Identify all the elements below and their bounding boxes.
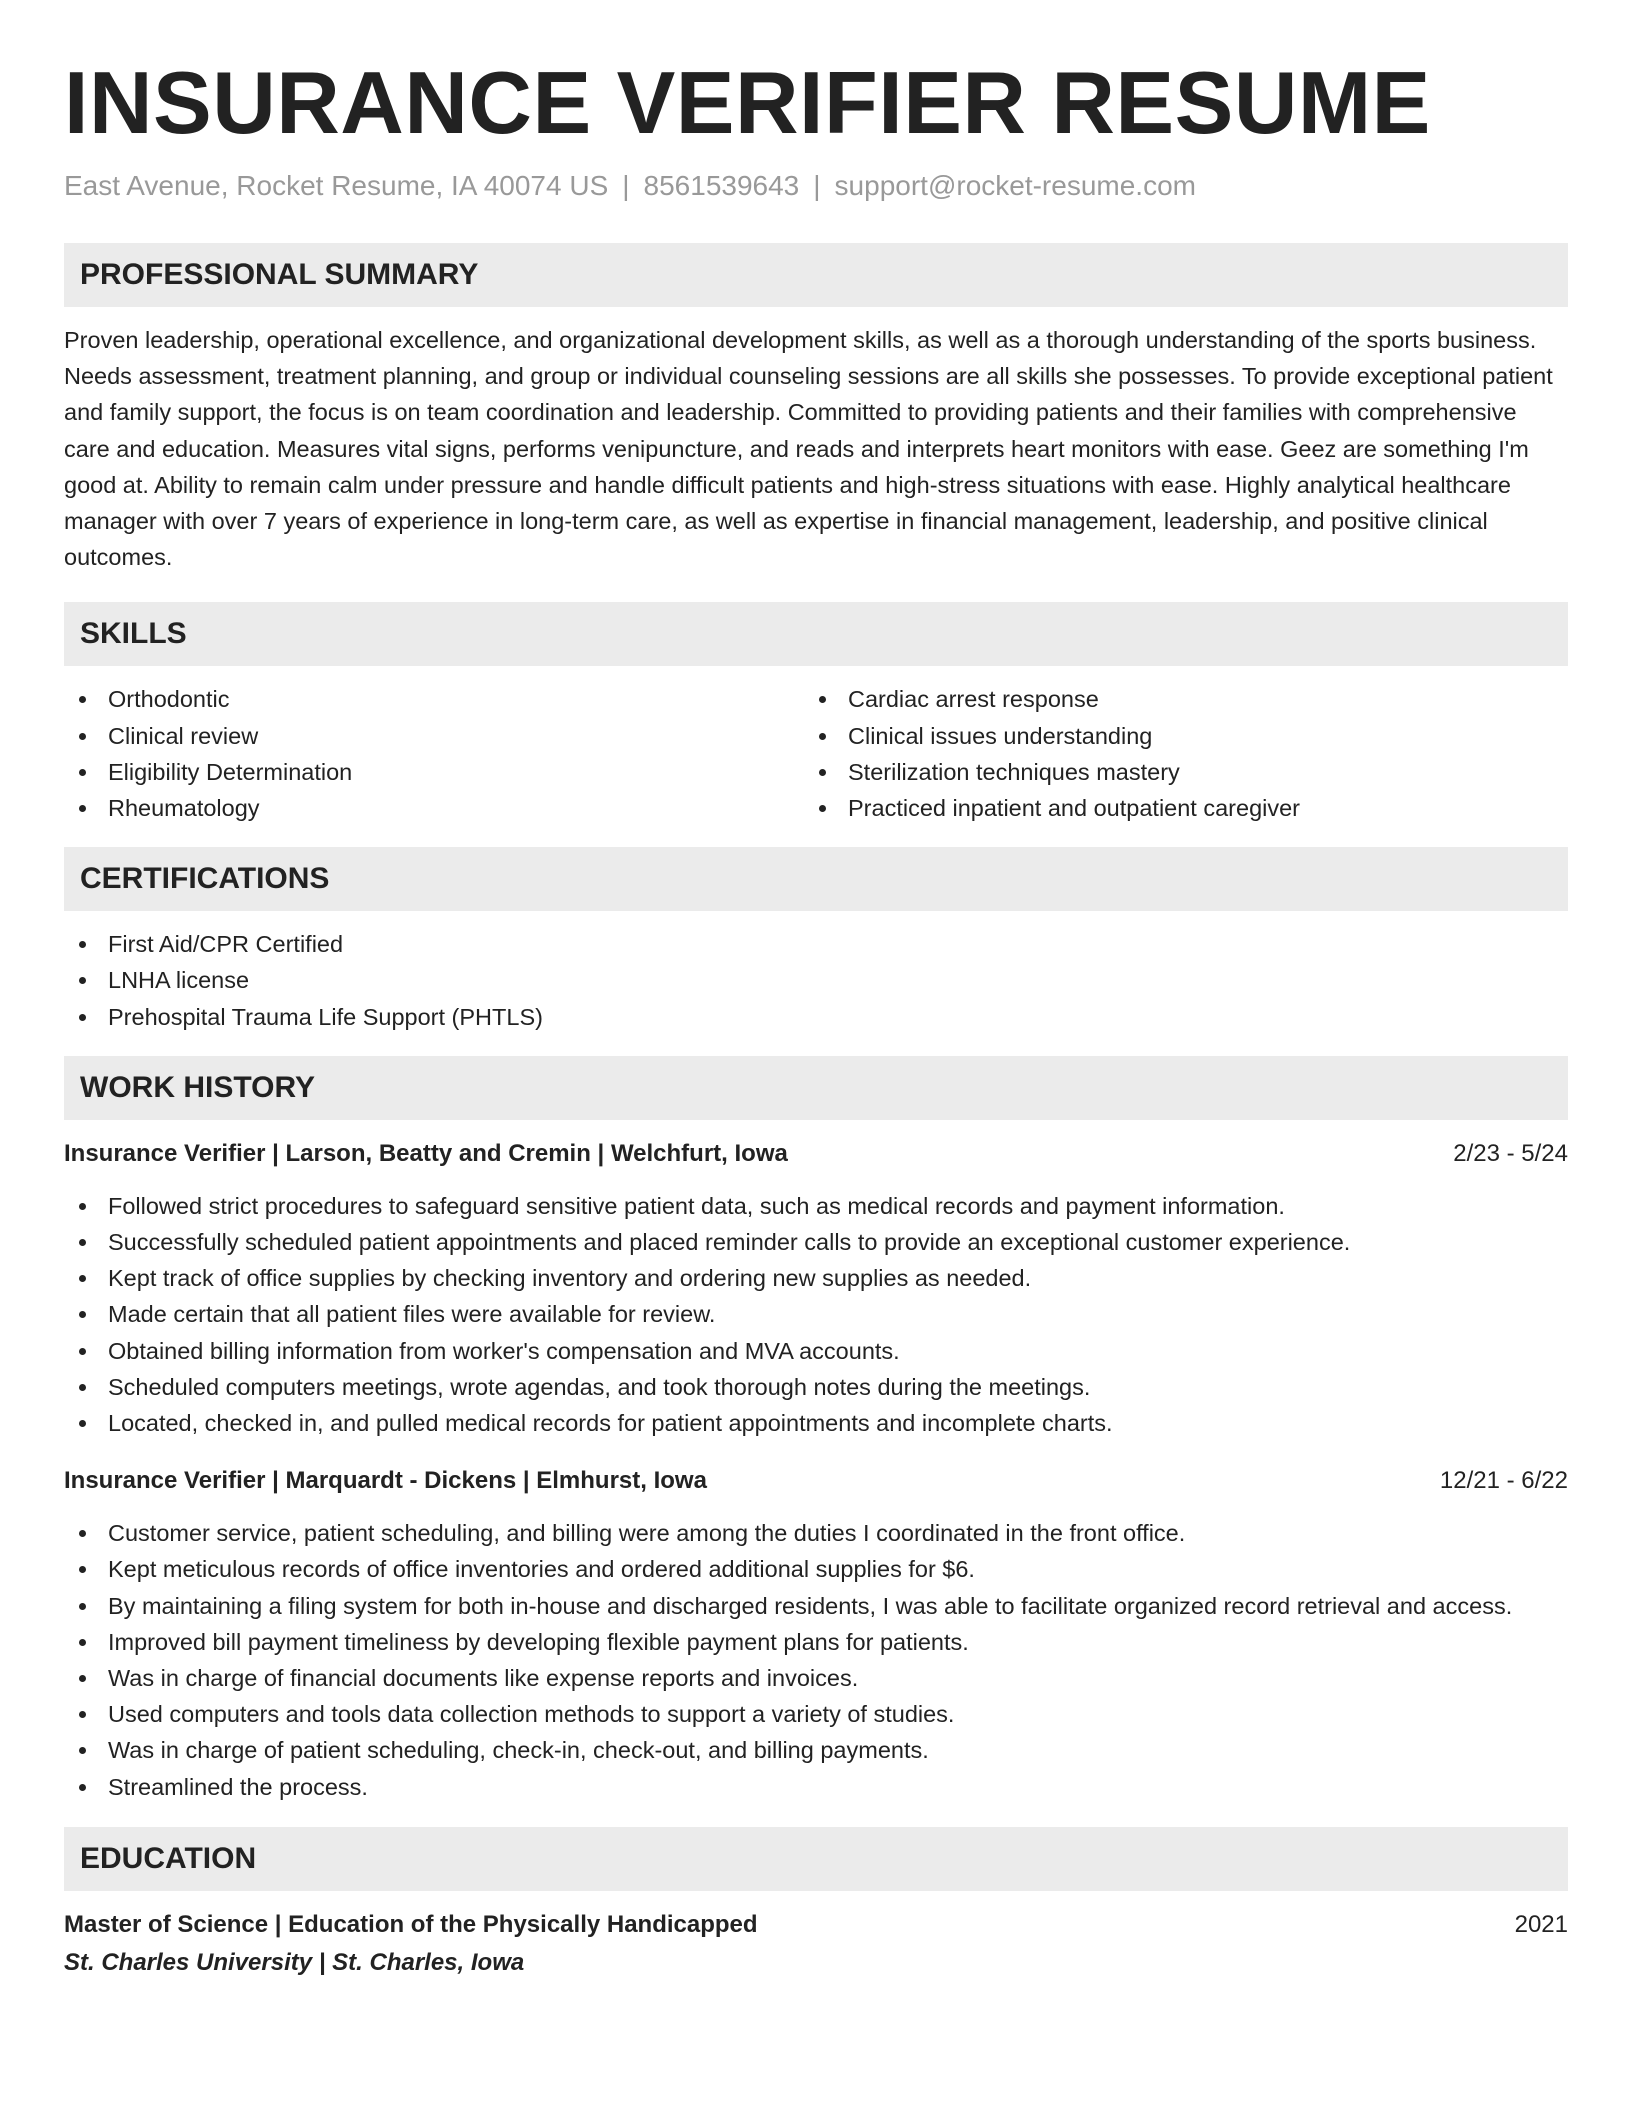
skills-column-right (804, 681, 1544, 826)
skill-item: Rheumatology (64, 790, 804, 826)
education-year: 2021 (1514, 1910, 1568, 1938)
job-bullet: Was in charge of financial documents like expense reports and invoices. (64, 1660, 1568, 1696)
job-bullet: Made certain that all patient files were available for review. (64, 1296, 1568, 1332)
skills-grid (64, 681, 1568, 826)
job-bullets (64, 1515, 1568, 1805)
certification-item: First Aid/CPR Certified (64, 926, 1568, 962)
certifications-list (64, 926, 1568, 1035)
contact-separator: | (622, 170, 630, 201)
job-bullet: Located, checked in, and pulled medical records for patient appointments and incomplete charts. (64, 1405, 1568, 1441)
skill-item: Practiced inpatient and outpatient caregiver (804, 790, 1544, 826)
contact-separator: | (813, 170, 821, 201)
section-heading-work-history: WORK HISTORY (64, 1056, 1568, 1120)
skill-item: Clinical review (64, 718, 804, 754)
contact-address: East Avenue, Rocket Resume, IA 40074 US (64, 170, 609, 201)
summary-text: Proven leadership, operational excellence, and organizational development skills, as well as a thorough understanding of the sports business. Needs assessment, treatment planning, and group or individual counseling sessions are all skills she possesses. To provide exceptional patient and family support, the focus is on team coordination and leadership. Committed to providing patients and their families with comprehensive care and education. Measures vital signs, performs venipuncture, and reads and interprets heart monitors with ease. Geez are something I'm good at. Ability to remain calm under pressure and handle difficult patients and high-stress situations with ease. Highly analytical healthcare manager with over 7 years of experience in long-term care, as well as expertise in financial management, leadership, and positive clinical outcomes. (64, 327, 1553, 571)
job-bullet: Successfully scheduled patient appointments and placed reminder calls to provide an exceptional customer experience. (64, 1224, 1568, 1260)
job-bullet: Used computers and tools data collection methods to support a variety of studies. (64, 1696, 1568, 1732)
education-degree: Master of Science | Education of the Physically Handicapped (64, 1910, 758, 1938)
certification-item: LNHA license (64, 962, 1568, 998)
skill-item: Orthodontic (64, 681, 804, 717)
job-bullet: By maintaining a filing system for both in-house and discharged residents, I was able to facilitate organized record retrieval and access. (64, 1588, 1568, 1624)
job-bullet: Kept track of office supplies by checking inventory and ordering new supplies as needed. (64, 1260, 1568, 1296)
job-bullet: Followed strict procedures to safeguard sensitive patient data, such as medical records and payment information. (64, 1188, 1568, 1224)
contact-line (64, 168, 1568, 204)
job-title: Insurance Verifier | Marquardt - Dickens | Elmhurst, Iowa (64, 1467, 707, 1495)
section-heading-summary: PROFESSIONAL SUMMARY (64, 243, 1568, 307)
education-school: St. Charles University | St. Charles, Iowa (64, 1948, 525, 1976)
job-title: Insurance Verifier | Larson, Beatty and Cremin | Welchfurt, Iowa (64, 1139, 788, 1167)
job-bullet: Streamlined the process. (64, 1769, 1568, 1805)
skills-column-left (64, 681, 804, 826)
job-bullet: Obtained billing information from worker's compensation and MVA accounts. (64, 1333, 1568, 1369)
education-header (64, 1907, 1568, 1943)
skill-item: Sterilization techniques mastery (804, 754, 1544, 790)
job-bullet: Scheduled computers meetings, wrote agendas, and took thorough notes during the meetings. (64, 1369, 1568, 1405)
job-dates: 12/21 - 6/22 (1439, 1467, 1568, 1495)
job-header (64, 1463, 1568, 1499)
skill-item: Clinical issues understanding (804, 718, 1544, 754)
certification-item: Prehospital Trauma Life Support (PHTLS) (64, 999, 1568, 1035)
skill-item: Eligibility Determination (64, 754, 804, 790)
section-heading-certifications: CERTIFICATIONS (64, 847, 1568, 911)
job-bullet: Improved bill payment timeliness by developing flexible payment plans for patients. (64, 1624, 1568, 1660)
section-heading-education: EDUCATION (64, 1827, 1568, 1891)
contact-phone: 8561539643 (643, 170, 800, 201)
section-heading-skills: SKILLS (64, 602, 1568, 666)
skill-item: Cardiac arrest response (804, 681, 1544, 717)
contact-email: support@rocket-resume.com (834, 170, 1196, 201)
job-bullet: Customer service, patient scheduling, and billing were among the duties I coordinated in the front office. (64, 1515, 1568, 1551)
job-bullet: Kept meticulous records of office inventories and ordered additional supplies for $6. (64, 1551, 1568, 1587)
resume-title: INSURANCE VERIFIER RESUME (64, 53, 1431, 152)
job-header (64, 1136, 1568, 1172)
job-dates: 2/23 - 5/24 (1453, 1139, 1568, 1167)
job-bullets (64, 1188, 1568, 1441)
job-bullet: Was in charge of patient scheduling, check-in, check-out, and billing payments. (64, 1732, 1568, 1768)
